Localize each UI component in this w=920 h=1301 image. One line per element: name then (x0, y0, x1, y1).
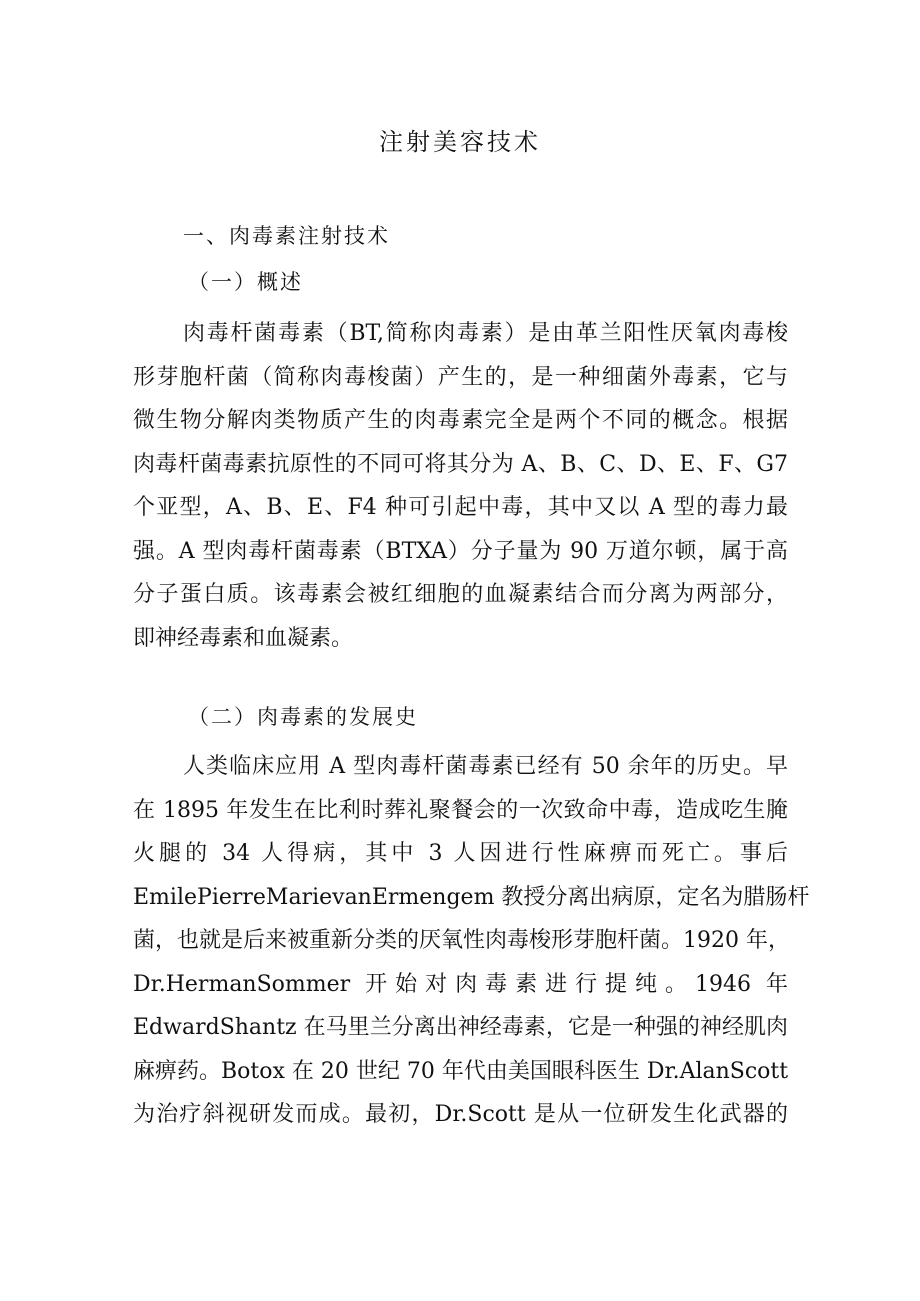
text-line: 为治疗斜视研发而成。最初，Dr.Scott 是从一位研发生化武器的 (133, 1102, 788, 1127)
text-line: EdwardShantz 在马里兰分离出神经毒素，它是一种强的神经肌肉 (133, 1015, 788, 1040)
text-line: 强。A 型肉毒杆菌毒素（BTXA）分子量为 90 万道尔顿，属于高 (133, 538, 788, 564)
text-line: 微生物分解肉类物质产生的肉毒素完全是两个不同的概念。根据 (133, 408, 788, 433)
document-title: 注射美容技术 (379, 128, 541, 156)
text-line: 形芽胞杆菌（简称肉毒梭菌）产生的，是一种细菌外毒素，它与 (133, 364, 788, 390)
text-line: 个亚型，A、B、E、F4 种可引起中毒，其中又以 A 型的毒力最 (133, 495, 788, 520)
paragraph-overview (133, 312, 788, 660)
text-line: 在 1895 年发生在比利时葬礼聚餐会的一次致命中毒，造成吃生腌 (133, 797, 788, 823)
subsection-heading-history: （二）肉毒素的发展史 (188, 705, 418, 729)
section-heading: 一、肉毒素注射技术 (183, 224, 390, 248)
text-line: Dr.HermanSommer 开始对肉毒素进行提纯。1946 年 (133, 971, 788, 997)
text-line: 分子蛋白质。该毒素会被红细胞的血凝素结合而分离为两部分， (133, 582, 788, 607)
text-line: 肉毒杆菌毒素（BT,简称肉毒素）是由革兰阳性厌氧肉毒梭 (183, 321, 788, 346)
text-line: 肉毒杆菌毒素抗原性的不同可将其分为 A、B、C、D、E、F、G7 (133, 451, 788, 477)
text-line: 即神经毒素和血凝素。 (133, 625, 354, 651)
text-line: EmilePierreMarievanErmengem 教授分离出病原，定名为腊肠杆 (133, 884, 810, 910)
text-line: 人类临床应用 A 型肉毒杆菌毒素已经有 50 余年的历史。早 (183, 754, 788, 779)
subsection-heading-overview: （一）概述 (188, 270, 303, 294)
paragraph-history (133, 745, 810, 1137)
text-line: 火腿的 34 人得病，其中 3 人因进行性麻痹而死亡。事后 (133, 841, 788, 866)
text-line: 菌，也就是后来被重新分类的厌氧性肉毒梭形芽胞杆菌。1920 年， (133, 928, 790, 953)
text-line: 麻痹药。Botox 在 20 世纪 70 年代由美国眼科医生 Dr.AlanScott (133, 1058, 789, 1084)
